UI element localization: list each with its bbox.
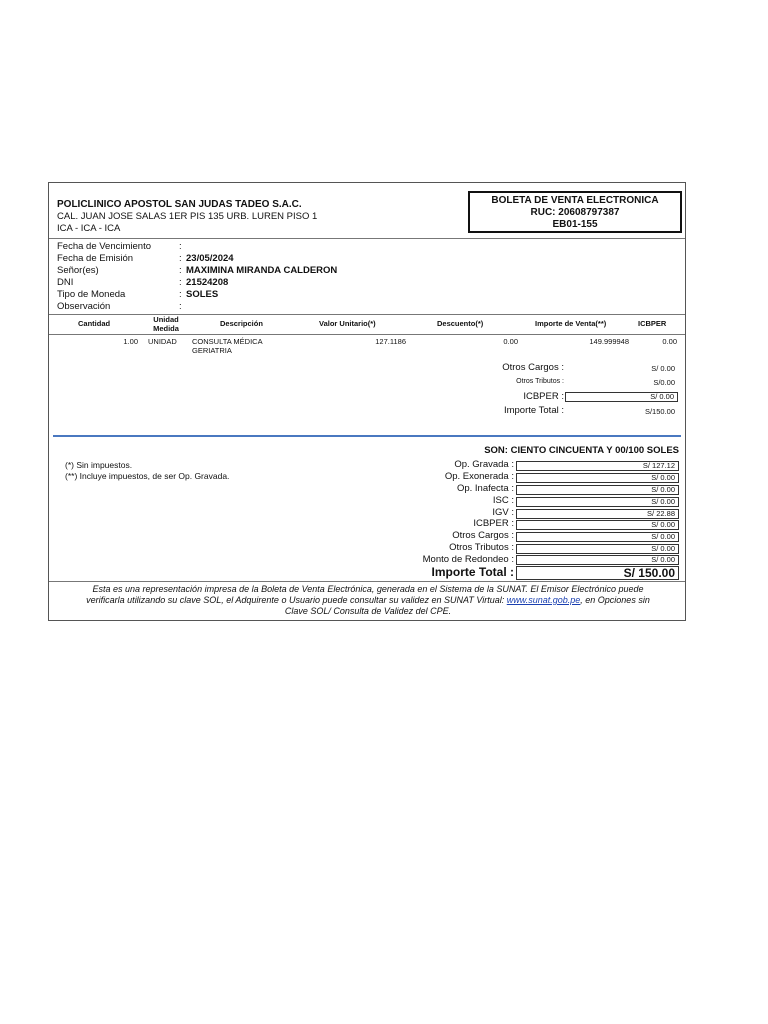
summary-label: Otros Tributos : — [449, 542, 514, 553]
invoice-document — [48, 182, 686, 621]
info-label: Fecha de Emisión — [57, 253, 134, 264]
isc-value: S/ 0.00 — [516, 497, 679, 507]
col-header-importe: Importe de Venta(**) — [535, 319, 607, 328]
row-icbper: 0.00 — [662, 337, 677, 346]
customer-name: MAXIMINA MIRANDA CALDERON — [186, 265, 338, 276]
info-label: DNI — [57, 277, 74, 288]
document-number: EB01-155 — [552, 219, 598, 230]
summary-label: Op. Inafecta : — [456, 483, 514, 494]
summary-label: ISC : — [492, 495, 514, 506]
col-header-valor-unitario: Valor Unitario(*) — [319, 319, 376, 328]
summary-label: Monto de Redondeo : — [422, 554, 514, 565]
footer-line-2 — [55, 595, 681, 606]
company-city: ICA - ICA - ICA — [57, 223, 121, 234]
col-header-descuento: Descuento(*) — [437, 319, 484, 328]
col-header-icbper: ICBPER — [638, 319, 667, 328]
otros-tributos-value: S/0.00 — [653, 378, 675, 387]
info-separator: : — [179, 277, 182, 288]
otros-tributos-summary-value: S/ 0.00 — [516, 544, 679, 554]
grand-total-value: S/ 150.00 — [516, 566, 679, 580]
row-valor-unitario: 127.1186 — [375, 337, 406, 346]
otros-cargos-label: Otros Cargos : — [502, 362, 564, 373]
row-importe: 149.999948 — [589, 337, 629, 346]
row-cantidad: 1.00 — [123, 337, 138, 346]
col-header-cantidad: Cantidad — [78, 319, 111, 328]
footer-line-3: Clave SOL/ Consulta de Validez del CPE. — [284, 606, 452, 616]
section-divider — [53, 435, 681, 437]
info-label: Tipo de Moneda — [57, 289, 126, 300]
redondeo-value: S/ 0.00 — [516, 555, 679, 565]
otros-cargos-value: S/ 0.00 — [651, 364, 675, 373]
col-header-unidad-line2: Medida — [153, 324, 179, 333]
col-header-unidad — [145, 315, 187, 333]
info-separator: : — [179, 301, 182, 312]
col-header-unidad-line1: Unidad — [153, 315, 179, 324]
amount-in-words: SON: CIENTO CINCUENTA Y 00/100 SOLES — [484, 445, 679, 456]
footer-line-2a: verificarla utilizando su clave SOL, el Adquirente o Usuario puede consultar su validez en SUNAT Virtual: — [86, 595, 507, 605]
icbper-label: ICBPER : — [523, 391, 564, 402]
igv-value: S/ 22.88 — [516, 509, 679, 519]
company-name: POLICLINICO APOSTOL SAN JUDAS TADEO S.A.C. — [57, 199, 302, 210]
footer-line-1: Esta es una representación impresa de la Boleta de Venta Electrónica, generada en el Sistema de la SUNAT. El Emisor Electrónico puede — [92, 584, 644, 594]
importe-total-value: S/150.00 — [644, 407, 675, 416]
legal-footer — [55, 584, 681, 617]
info-label: Señor(es) — [57, 265, 99, 276]
otros-tributos-label: Otros Tributos : — [516, 378, 564, 385]
row-descripcion: CONSULTA MÉDICA — [192, 337, 263, 346]
row-descuento: 0.00 — [503, 337, 518, 346]
sunat-link[interactable]: www.sunat.gob.pe — [506, 595, 581, 605]
note-incluye-impuestos: (**) Incluye impuestos, de ser Op. Gravada. — [65, 471, 230, 481]
col-header-descripcion: Descripción — [220, 319, 263, 328]
footer-line-2b: , en Opciones sin — [580, 595, 650, 605]
divider — [49, 238, 685, 239]
ruc-number: RUC: 20608797387 — [530, 207, 620, 218]
info-separator: : — [179, 241, 182, 252]
company-address: CAL. JUAN JOSE SALAS 1ER PIS 135 URB. LUREN PISO 1 — [57, 211, 318, 222]
document-id-box — [468, 191, 682, 233]
icbper-value: S/ 0.00 — [565, 392, 678, 402]
info-label: Observación — [57, 301, 111, 312]
grand-total-label: Importe Total : — [431, 565, 514, 579]
importe-total-label: Importe Total : — [503, 405, 564, 416]
summary-label: Otros Cargos : — [452, 530, 514, 541]
row-unidad: UNIDAD — [148, 337, 177, 346]
icbper-summary-value: S/ 0.00 — [516, 520, 679, 530]
divider — [49, 334, 685, 335]
op-inafecta-value: S/ 0.00 — [516, 485, 679, 495]
currency-type: SOLES — [186, 289, 219, 300]
customer-dni: 21524208 — [186, 277, 229, 288]
row-descripcion-line2: GERIATRIA — [192, 346, 232, 355]
info-label: Fecha de Vencimiento — [57, 241, 152, 252]
info-separator: : — [179, 253, 182, 264]
note-sin-impuestos: (*) Sin impuestos. — [65, 460, 133, 470]
summary-label: Op. Exonerada : — [444, 471, 514, 482]
op-gravada-value: S/ 127.12 — [516, 461, 679, 471]
op-exonerada-value: S/ 0.00 — [516, 473, 679, 483]
summary-label: Op. Gravada : — [454, 459, 514, 470]
otros-cargos-summary-value: S/ 0.00 — [516, 532, 679, 542]
summary-label: IGV : — [492, 507, 514, 518]
divider — [49, 581, 685, 582]
info-separator: : — [179, 265, 182, 276]
summary-label: ICBPER : — [473, 518, 514, 529]
issue-date: 23/05/2024 — [186, 253, 234, 264]
document-type: BOLETA DE VENTA ELECTRONICA — [491, 195, 659, 206]
info-separator: : — [179, 289, 182, 300]
